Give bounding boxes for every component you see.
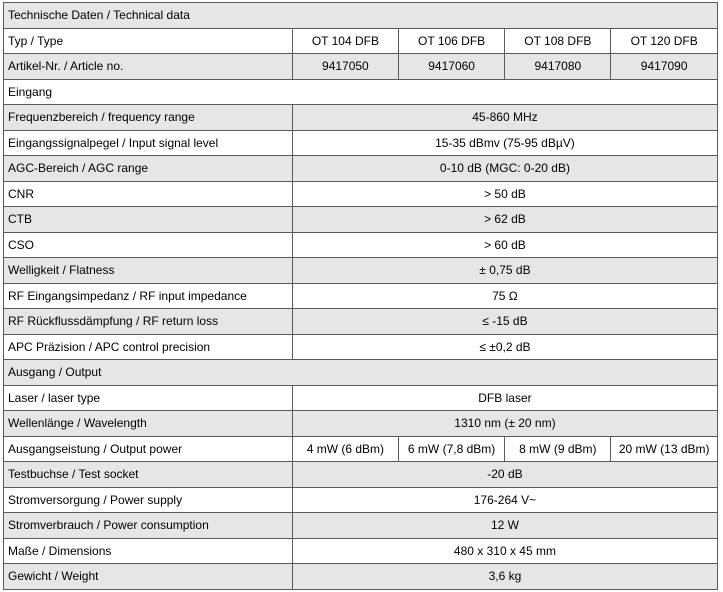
row-value: 3,6 kg [292,564,717,590]
output-section-heading: Ausgang / Output [4,360,718,386]
row-label: RF Eingangsimpedanz / RF input impedance [4,283,293,309]
row-label: RF Rückflussdämpfung / RF return loss [4,309,293,335]
type-value: OT 104 DFB [292,28,398,54]
table-title-row [4,3,718,29]
type-value: OT 120 DFB [611,28,718,54]
article-value: 9417090 [611,54,718,80]
table-row [4,232,718,258]
output-section-row [4,360,718,386]
table-row [4,513,718,539]
output-power-row [4,436,718,462]
table-row [4,538,718,564]
row-value: > 50 dB [292,181,717,207]
row-value: ± 0,75 dB [292,258,717,284]
row-value: ≤ -15 dB [292,309,717,335]
output-power-value: 6 mW (7,8 dBm) [398,436,504,462]
row-value: DFB laser [292,385,717,411]
output-power-value: 8 mW (9 dBm) [505,436,611,462]
row-value: 176-264 V~ [292,487,717,513]
row-label: Welligkeit / Flatness [4,258,293,284]
article-label: Artikel-Nr. / Article no. [4,54,293,80]
row-label: Laser / laser type [4,385,293,411]
row-label: Maße / Dimensions [4,538,293,564]
table-row [4,130,718,156]
row-value: 1310 nm (± 20 nm) [292,411,717,437]
row-value: 480 x 310 x 45 mm [292,538,717,564]
table-row [4,181,718,207]
row-label: CTB [4,207,293,233]
row-value: > 62 dB [292,207,717,233]
row-label: Testbuchse / Test socket [4,462,293,488]
row-value: > 60 dB [292,232,717,258]
row-label: Wellenlänge / Wavelength [4,411,293,437]
table-row [4,283,718,309]
laser-row [4,385,718,411]
table-row [4,105,718,131]
table-row [4,258,718,284]
type-value: OT 108 DFB [505,28,611,54]
row-label: APC Präzision / APC control precision [4,334,293,360]
table-row [4,487,718,513]
wavelength-row [4,411,718,437]
output-power-value: 4 mW (6 dBm) [292,436,398,462]
table-row [4,462,718,488]
table-row [4,564,718,590]
row-label: CSO [4,232,293,258]
input-section-row [4,79,718,105]
row-label: Eingangssignalpegel / Input signal level [4,130,293,156]
row-label: Stromversorgung / Power supply [4,487,293,513]
row-value: 0-10 dB (MGC: 0-20 dB) [292,156,717,182]
article-value: 9417080 [505,54,611,80]
table-title: Technische Daten / Technical data [4,3,718,29]
table-row [4,334,718,360]
type-label: Typ / Type [4,28,293,54]
table-row [4,156,718,182]
type-value: OT 106 DFB [398,28,504,54]
row-label: Stromverbrauch / Power consumption [4,513,293,539]
article-value: 9417060 [398,54,504,80]
row-value: 75 Ω [292,283,717,309]
row-value: 12 W [292,513,717,539]
output-power-value: 20 mW (13 dBm) [611,436,718,462]
table-row [4,207,718,233]
row-label: AGC-Bereich / AGC range [4,156,293,182]
article-value: 9417050 [292,54,398,80]
row-label: CNR [4,181,293,207]
article-row [4,54,718,80]
technical-data-table [3,2,718,590]
row-value: ≤ ±0,2 dB [292,334,717,360]
type-row [4,28,718,54]
input-section-heading: Eingang [4,79,718,105]
row-value: 45-860 MHz [292,105,717,131]
row-value: -20 dB [292,462,717,488]
row-label: Gewicht / Weight [4,564,293,590]
row-label: Frequenzbereich / frequency range [4,105,293,131]
row-label: Ausgangseistung / Output power [4,436,293,462]
row-value: 15-35 dBmv (75-95 dBµV) [292,130,717,156]
table-row [4,309,718,335]
